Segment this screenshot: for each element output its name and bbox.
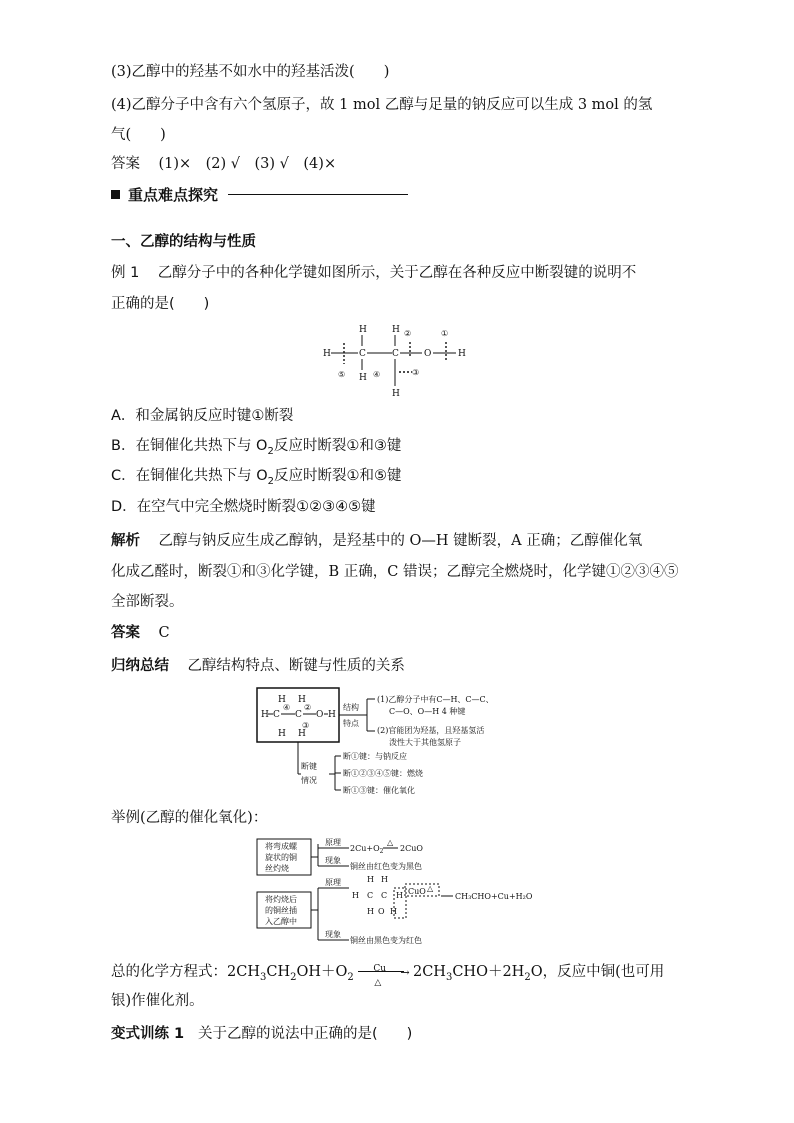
section-header — [111, 184, 408, 205]
question-4-line-1: (4)乙醇分子中含有六个氢原子，故 1 mol 乙醇与足量的钠反应可以生成 3 mol 的氢 — [111, 97, 653, 113]
svg-text:C: C — [367, 891, 374, 900]
svg-text:2CuO: 2CuO — [400, 844, 423, 853]
svg-text:断①③键：催化氧化: 断①③键：催化氧化 — [343, 786, 415, 795]
atom-h: H — [359, 325, 367, 335]
svg-text:现象: 现象 — [325, 930, 341, 939]
catalyst-arrow: Cu △ → — [358, 962, 408, 982]
svg-text:③: ③ — [302, 721, 310, 730]
question-3: (3)乙醇中的羟基不如水中的羟基活泼( ) — [111, 64, 390, 80]
option-d: D．在空气中完全燃烧时断裂①②③④⑤键 — [111, 499, 376, 515]
svg-text:断键: 断键 — [301, 762, 317, 771]
analysis-label: 解析 — [111, 532, 140, 549]
example-oxidation-title: 举例(乙醇的催化氧化)： — [111, 810, 268, 826]
atom-c: C — [359, 349, 366, 359]
variant-training-1: 变式训练 1 关于乙醇的说法中正确的是( ) — [111, 1026, 413, 1042]
svg-text:的铜丝插: 的铜丝插 — [265, 906, 297, 915]
question-4-line-2: 气( ) — [111, 127, 166, 143]
example-1-question: 乙醇分子中的各种化学键如图所示，关于乙醇在各种反应中断裂键的说明不 — [157, 265, 637, 281]
svg-text:O: O — [378, 907, 385, 916]
svg-text:断①②③④⑤键：燃烧: 断①②③④⑤键：燃烧 — [343, 769, 423, 778]
svg-text:H: H — [261, 710, 269, 720]
svg-text:H: H — [352, 891, 359, 900]
bond-label-5: ⑤ — [338, 370, 346, 379]
section-title: 重点难点探究 — [128, 186, 219, 204]
svg-text:泼性大于其他氢原子: 泼性大于其他氢原子 — [389, 738, 461, 747]
total-equation: 总的化学方程式：$2CH_3CH_2OH+O_2$ Cu △ → $2CH_3CHO+2H_2O$，反应中铜(也可用 — [111, 964, 665, 988]
svg-text:结构: 结构 — [343, 703, 359, 712]
svg-text:H: H — [298, 729, 306, 739]
topic-title: 一、乙醇的结构与性质 — [111, 234, 256, 250]
svg-text:CH₃CHO+Cu+H₂O: CH₃CHO+Cu+H₂O — [455, 892, 533, 901]
bond-label-3: ③ — [412, 368, 420, 377]
example-1-label: 例 1 — [111, 265, 140, 281]
svg-text:入乙醇中: 入乙醇中 — [265, 917, 297, 926]
svg-text:H: H — [367, 875, 374, 884]
summary-label: 归纳总结 — [111, 658, 169, 674]
atom-h: H — [359, 373, 367, 383]
answer-label: 答案 — [111, 156, 140, 172]
atom-o: O — [424, 349, 432, 359]
svg-text:原理: 原理 — [325, 878, 341, 887]
svg-text:④: ④ — [283, 703, 291, 712]
option-b: B．在铜催化共热下与 $O_2$反应时断裂①和③键 — [111, 438, 402, 457]
svg-text:O: O — [316, 710, 324, 720]
answer-row — [111, 154, 336, 174]
svg-text:2Cu+O2: $2Cu+O_2$ — [350, 844, 384, 855]
option-c: C．在铜催化共热下与 $O_2$反应时断裂①和⑤键 — [111, 468, 402, 487]
atom-h: H — [323, 349, 331, 359]
atom-h: H — [392, 389, 400, 398]
svg-text:现象: 现象 — [325, 856, 341, 865]
section-rule — [228, 194, 408, 195]
svg-text:(1)乙醇分子中有C—H、C—C、: (1)乙醇分子中有C—H、C—C、 — [377, 695, 494, 704]
oxidation-diagram — [255, 836, 545, 946]
svg-text:△: △ — [427, 884, 434, 893]
svg-text:断①键：与钠反应: 断①键：与钠反应 — [343, 752, 407, 761]
svg-text:H: H — [278, 729, 286, 739]
svg-text:CuO: CuO — [408, 887, 426, 896]
svg-text:H: H — [298, 695, 306, 705]
svg-text:特点: 特点 — [343, 719, 359, 728]
svg-text:H: H — [328, 710, 336, 720]
example-1-line-2: 正确的是( ) — [111, 296, 210, 312]
svg-text:C: C — [273, 710, 280, 720]
svg-text:原理: 原理 — [325, 838, 341, 847]
answer-value: (1)× (2) √ (3) √ (4)× — [158, 156, 337, 172]
square-bullet-icon — [111, 190, 120, 199]
ethanol-bond-diagram — [318, 322, 478, 398]
total-equation-line-2: 银)作催化剂。 — [111, 993, 204, 1009]
svg-text:旋状的铜: 旋状的铜 — [265, 853, 297, 862]
svg-text:H: H — [381, 875, 388, 884]
example-1-line-1 — [111, 263, 636, 283]
atom-h: H — [458, 349, 466, 359]
svg-text:H: H — [278, 695, 286, 705]
bond-label-1: ① — [441, 329, 449, 338]
summary-diagram — [255, 686, 545, 798]
option-a: A．和金属钠反应时键①断裂 — [111, 408, 294, 424]
svg-text:铜丝由黑色变为红色: 铜丝由黑色变为红色 — [350, 936, 422, 945]
svg-text:将弯成螺: 将弯成螺 — [265, 842, 297, 851]
summary-title: 归纳总结 乙醇结构特点、断键与性质的关系 — [111, 658, 405, 674]
svg-text:铜丝由红色变为黑色: 铜丝由红色变为黑色 — [350, 862, 422, 871]
analysis-line-3: 全部断裂。 — [111, 594, 184, 610]
svg-text:丝灼烧: 丝灼烧 — [265, 864, 289, 873]
svg-text:②: ② — [304, 703, 312, 712]
svg-text:H: H — [390, 907, 397, 916]
analysis-line-2: 化成乙醛时，断裂①和③化学键，B 正确，C 错误；乙醇完全燃烧时，化学键①②③④⑤ — [111, 564, 679, 580]
svg-text:△: △ — [387, 838, 394, 847]
svg-text:C—O、O—H 4 种键: C—O、O—H 4 种键 — [389, 707, 466, 716]
svg-text:情况: 情况 — [301, 776, 317, 785]
svg-text:H: H — [367, 907, 374, 916]
atom-c: C — [392, 349, 399, 359]
svg-text:(2)官能团为羟基，且羟基氢活: (2)官能团为羟基，且羟基氢活 — [377, 726, 485, 735]
example-answer: 答案 C — [111, 624, 170, 641]
svg-text:H: H — [396, 891, 403, 900]
svg-text:C: C — [381, 891, 388, 900]
analysis-line-1: 解析 乙醇与钠反应生成乙醇钠，是羟基中的 O—H 键断裂，A 正确；乙醇催化氧 — [111, 532, 643, 549]
variant-label: 变式训练 1 — [111, 1026, 185, 1042]
svg-text:将灼烧后: 将灼烧后 — [265, 895, 297, 904]
bond-label-4: ④ — [373, 370, 381, 379]
atom-h: H — [392, 325, 400, 335]
bond-label-2: ② — [404, 329, 412, 338]
svg-text:C: C — [295, 710, 302, 720]
